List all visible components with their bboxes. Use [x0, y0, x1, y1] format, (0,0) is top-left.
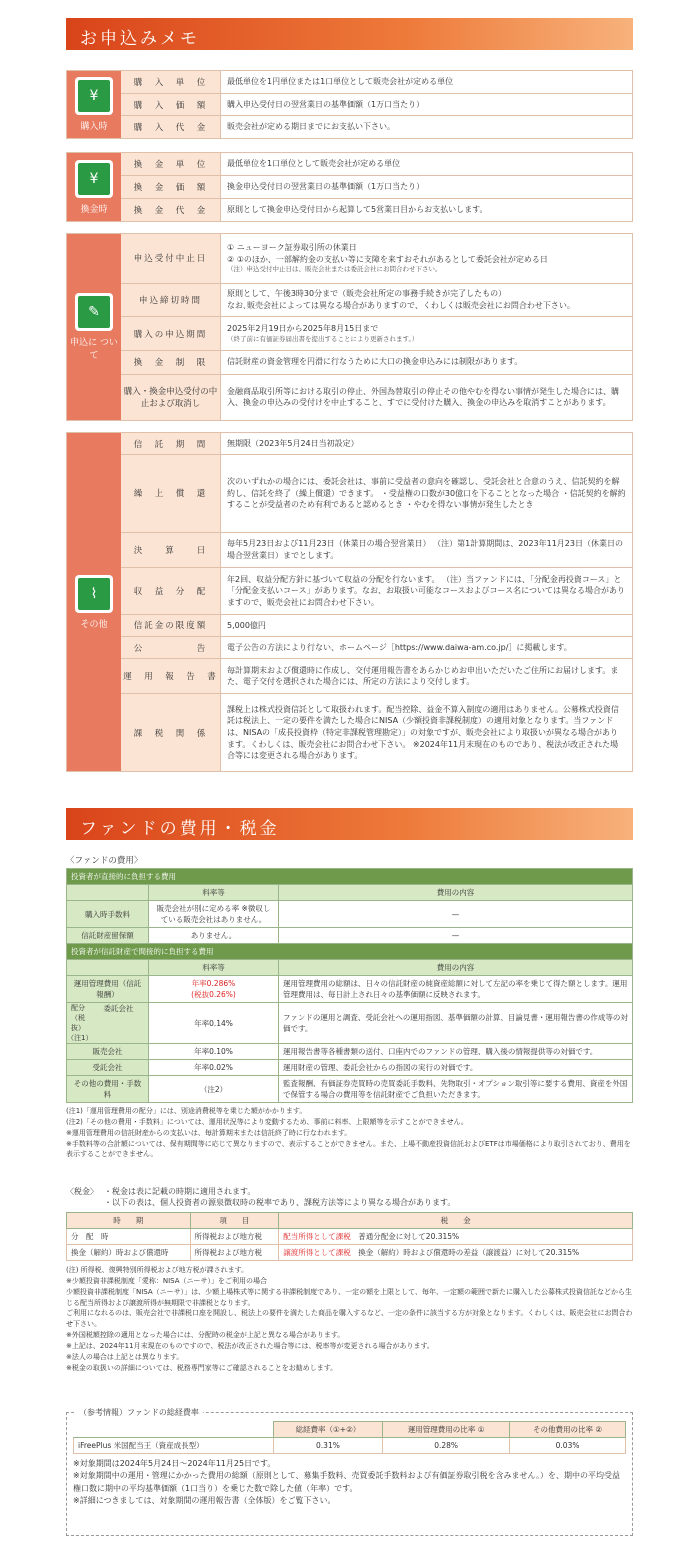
- row-value: 金融商品取引所等における取引の停止、外国為替取引の停止その他やむを得ない事情が発生した場合には、購入、換金の申込みの受付けを中止すること、すでに受付けた購入、換金の申込みを取消すことがあります。: [221, 375, 632, 421]
- alloc-party: 販売会社: [67, 1044, 149, 1060]
- row-key: 購 入 価 額: [121, 94, 221, 116]
- section-title-application: お申込みメモ: [66, 18, 633, 50]
- row-key: 購 入 単 位: [121, 71, 221, 93]
- buy-fee-content: —: [279, 901, 633, 928]
- purchase-label-cell: [67, 71, 121, 138]
- tax-note: ご利用になれるのは、販売会社で非課税口座を開設し、税法上の要件を満たした商品を購入するなど、一定の条件に該当する方が対象となります。くわしくは、販売会社にお問合わせ下さい。: [66, 1309, 633, 1329]
- other-fee-label: その他の費用・手数料: [67, 1076, 149, 1103]
- tax-note: ※法人の場合は上記とは異なります。: [66, 1352, 184, 1361]
- tax-note: (注) 所得税、復興特別所得税および地方税が課されます。: [66, 1266, 249, 1274]
- tax-col: 時 期: [67, 1213, 191, 1229]
- tax-heading: 〈税金〉: [66, 1187, 98, 1196]
- conversion-label-cell: [67, 153, 121, 221]
- conversion-section: [66, 152, 633, 222]
- section-title-fees: ファンドの費用・税金: [66, 808, 633, 840]
- ratio-note: ※対象期間中の運用・管理にかかった費用の総額（原則として、募集手数料、売買委託手数料および有価証券取引税を含みません。）を、期中の平均受益権口数に期中の平均基準価額（1口当り）を乗じた数で除した値（年率）です。: [73, 1471, 621, 1493]
- direct-cost-header: 投資者が直接的に負担する費用: [67, 869, 633, 885]
- mgmt-fee-label: 運用管理費用（信託報酬）: [67, 976, 149, 1003]
- other-fee-content: 監査報酬、有価証券売買時の売買委託手数料、先物取引・オプション取引等に要する費用、資産を外国で保管する場合の費用等を信託財産でご負担いただきます。: [279, 1076, 633, 1103]
- row-key: 収 益 分 配: [121, 568, 221, 614]
- application-label: 申込に ついて: [70, 338, 118, 361]
- buy-fee-rate: 販売会社が別に定める率 ※徴収している販売会社はありません。: [149, 901, 279, 928]
- row-value: 2025年2月19日から2025年8月15日まで: [227, 323, 379, 333]
- row-value: 電子公告の方法により行ない、ホームページ［https://www.daiwa-am.co.jp/］に掲載します。: [221, 637, 632, 658]
- row-key: 決 算 日: [121, 533, 221, 567]
- fee-note: (注2)「その他の費用・手数料」については、運用状況等により変動するため、事前に料率、上限額等を示すことができません。: [66, 1117, 468, 1126]
- row-value: 最低単位を1円単位または1口単位として販売会社が定める単位: [221, 71, 632, 93]
- col-rate: 料率等: [149, 885, 279, 901]
- col-content: 費用の内容: [279, 960, 633, 976]
- row-value: 換金申込受付日の翌営業日の基準価額（1万口当たり）: [221, 176, 632, 198]
- mgmt-fee-rate-ex-tax: (税抜0.26%): [191, 990, 236, 999]
- tax-col: 項 目: [190, 1213, 279, 1229]
- row-key: 信託金の限度額: [121, 615, 221, 636]
- row-value: 毎年5月23日および11月23日（休業日の場合翌営業日） （注）第1計算期間は、2023年11月23日（休業日の場合翌営業日）までとします。: [221, 533, 632, 567]
- tax-note: ※上記は、2024年11月末現在のものですので、税法が改正された場合等には、税率等が変更される場合があります。: [66, 1341, 434, 1350]
- other-label-cell: [67, 433, 121, 771]
- tax-time: 分 配 時: [67, 1229, 191, 1245]
- alloc-content: ファンドの運用と調査、受託会社への運用指図、基準価額の計算、目論見書・運用報告書の作成等の対価です。: [279, 1003, 633, 1044]
- row-value: 課税上は株式投資信託として取扱われます。配当控除、益金不算入制度の適用はありません。公募株式投資信託は税法上、一定の要件を満たした場合にNISA（少額投資非課税制度）の適用対象となります。当ファンドは、NISAの「成長投資枠（特定非課税管理勘定）」の対象ですが、販売会社により取扱いが異なる場合があります。くわしくは、販売会社にお問合わせ下さい。 ※2024年11月末現在のものであり、税法が改正された場合等には変更される場合があります。: [221, 694, 632, 771]
- col-rate: 料率等: [149, 960, 279, 976]
- fund-name: iFreePlus 米国配当王（資産成長型）: [74, 1438, 274, 1454]
- row-key: 購入・換金申込受付の中止および取消し: [121, 375, 221, 421]
- fee-note: (注1)「運用管理費用の配分」には、別途消費税等を乗じた額がかかります。: [66, 1107, 307, 1115]
- buy-fee-label: 購入時手数料: [67, 901, 149, 928]
- conversion-label: 換金時: [80, 204, 108, 215]
- expense-ratio-title: （参考情報）ファンドの総経費率: [75, 1407, 203, 1418]
- paperclip-icon: ⌇: [75, 575, 113, 613]
- row-key: 申込締切時間: [121, 284, 221, 317]
- other-label: その他: [80, 619, 108, 630]
- tax-item: 所得税および地方税: [190, 1245, 279, 1261]
- row-value: 信託財産の資金管理を円滑に行なうために大口の換金申込みには制限があります。: [221, 351, 632, 374]
- row-key: 公 告: [121, 637, 221, 658]
- reserve-label: 信託財産留保額: [67, 928, 149, 944]
- row-value: 年2回、収益分配方針に基づいて収益の分配を行ないます。 （注）当ファンドには、「分配金再投資コース」と「分配金支払いコース」があります。なお、お取扱い可能なコースおよびコース名については異なる場合がありますので、販売会社にお問合わせ下さい。: [221, 568, 632, 614]
- expense-ratio-table: [73, 1421, 626, 1454]
- indirect-cost-header: 投資者が信託財産で間接的に負担する費用: [67, 944, 633, 960]
- row-key: 購 入 代 金: [121, 116, 221, 138]
- row-key: 購入の申込期間: [121, 317, 221, 350]
- row-value: ② ①のほか、一部解約金の支払い等に支障を来すおそれがあるとして委託会社が定める日: [227, 254, 548, 264]
- tax-type: 配当所得として課税: [283, 1232, 351, 1241]
- ratio-col: その他費用の比率 ②: [510, 1422, 626, 1438]
- row-value: 無期限（2023年5月24日当初設定）: [221, 433, 632, 454]
- row-key: 課 税 関 係: [121, 694, 221, 771]
- alloc-rate: 年率0.14%: [149, 1003, 279, 1044]
- tax-type: 譲渡所得として課税: [283, 1248, 351, 1257]
- ratio-value: 0.28%: [383, 1438, 510, 1454]
- tax-col: 税 金: [279, 1213, 633, 1229]
- ratio-note: ※対象期間は2024年5月24日～2024年11月25日です。: [73, 1459, 276, 1468]
- row-key: 換 金 単 位: [121, 153, 221, 175]
- tax-item: 所得税および地方税: [190, 1229, 279, 1245]
- purchase-section: [66, 70, 633, 139]
- tax-note: 少額投資非課税制度「NISA（ニーサ）」は、少額上場株式等に関する非課税制度であり、一定の額を上限として、毎年、一定額の範囲で新たに購入した公募株式投資信託などから生じる配当所得および譲渡所得が無期限で非課税となります。: [66, 1287, 633, 1307]
- row-key: 繰 上 償 還: [121, 455, 221, 532]
- col-content: 費用の内容: [279, 885, 633, 901]
- alloc-rate: 年率0.02%: [149, 1060, 279, 1076]
- application-label-cell: [67, 234, 121, 420]
- fee-note: ※手数料等の合計額については、保有期間等に応じて異なりますので、表示することができません。また、上場不動産投資信託およびETFは市場価格により取引されており、費用を表示することができません。: [66, 1139, 631, 1159]
- row-note: （終了前に有価証券届出書を提出することにより更新されます。）: [227, 334, 419, 343]
- row-value: 原則として、午後3時30分まで（販売会社所定の事務手続きが完了したもの）: [227, 289, 507, 299]
- row-key: 申込受付中止日: [121, 234, 221, 283]
- fee-note: ※運用管理費用の信託財産からの支払いは、毎計算期末または信託終了時に行なわれます。: [66, 1128, 352, 1137]
- row-key: 信 託 期 間: [121, 433, 221, 454]
- ratio-col: 総経費率（①+②）: [273, 1422, 382, 1438]
- expense-ratio-box: [66, 1408, 633, 1536]
- fee-heading: 〈ファンドの費用〉: [66, 856, 143, 866]
- tax-table: [66, 1212, 633, 1261]
- tax-block: [66, 1186, 633, 1373]
- purchase-label: 購入時: [80, 122, 108, 132]
- tax-bullet: ・税金は表に記載の時期に適用されます。: [104, 1187, 256, 1196]
- row-value: 原則として換金申込受付日から起算して5営業日目からお支払いします。: [221, 199, 632, 221]
- tax-bullet: ・以下の表は、個人投資者の源泉徴収時の税率であり、課税方法等により異なる場合があります。: [104, 1198, 456, 1207]
- pen-icon: ✎: [75, 293, 113, 331]
- ratio-col: 運用管理費用の比率 ①: [383, 1422, 510, 1438]
- row-value: ① ニューヨーク証券取引所の休業日: [227, 243, 357, 253]
- mgmt-fee-rate: 年率0.286%: [191, 979, 236, 988]
- row-value: 次のいずれかの場合には、委託会社は、事前に受益者の意向を確認し、受託会社と合意のうえ、信託契約を解約し、信託を終了（繰上償還）できます。 ・受益権の口数が30億口を下ることとなった場合 ・信託契約を解約することが受益者のため有利であると認めるとき ・やむを得ない事情が発生したとき: [221, 455, 632, 532]
- ratio-value: 0.31%: [273, 1438, 382, 1454]
- purchase-icon: ¥: [75, 77, 113, 115]
- row-key: 換 金 価 額: [121, 176, 221, 198]
- row-note: （注）申込受付中止日は、販売会社または委託会社にお問合わせ下さい。: [227, 265, 442, 274]
- alloc-rate: 年率0.10%: [149, 1044, 279, 1060]
- tax-note: ※税金の取扱いの詳細については、税務専門家等にご確認されることをお勧めします。: [66, 1363, 338, 1372]
- row-value: 毎計算期末および償還時に作成し、交付運用報告書をあらかじめお申出いただいたご住所にお届けします。また、電子交付を選択された場合には、所定の方法により交付します。: [221, 659, 632, 693]
- fee-block: [66, 854, 633, 1160]
- other-fee-rate: （注2）: [149, 1076, 279, 1103]
- allocation-label: 配分（税抜）（注1）: [67, 1004, 93, 1042]
- row-key: 換 金 制 限: [121, 351, 221, 374]
- row-value: 購入申込受付日の翌営業日の基準価額（1万口当たり）: [221, 94, 632, 116]
- tax-note: ※少額投資非課税制度「愛称：NISA（ニーサ）」をご利用の場合: [66, 1276, 268, 1285]
- row-value: 最低単位を1口単位として販売会社が定める単位: [221, 153, 632, 175]
- tax-rate: 換金（解約）時および償還時の差益（譲渡益）に対して20.315%: [358, 1248, 580, 1257]
- alloc-party: 受託会社: [67, 1060, 149, 1076]
- tax-time: 換金（解約）時および償還時: [67, 1245, 191, 1261]
- row-value: 販売会社が定める期日までにお支払い下さい。: [221, 116, 632, 138]
- ratio-note: ※詳細につきましては、対象期間の運用報告書（全体版）をご覧下さい。: [73, 1496, 336, 1506]
- application-section: [66, 233, 633, 421]
- alloc-content: 運用報告書等各種書類の送付、口座内でのファンドの管理、購入後の情報提供等の対価です。: [279, 1044, 633, 1060]
- other-section: [66, 432, 633, 772]
- row-value: 5,000億円: [221, 615, 632, 636]
- reserve-rate: ありません。: [149, 928, 279, 944]
- fee-table: [66, 868, 633, 1103]
- mgmt-fee-content: 運用管理費用の総額は、日々の信託財産の純資産総額に対して左記の率を乗じて得た額とします。運用管理費用は、毎日計上され日々の基準価額に反映されます。: [279, 976, 633, 1003]
- tax-note: ※外国税額控除の適用となった場合には、分配時の税金が上記と異なる場合があります。: [66, 1331, 345, 1340]
- row-value: なお､販売会社によっては異なる場合がありますので、くわしくは販売会社にお問合わせ下さい。: [227, 301, 575, 310]
- alloc-content: 運用財産の管理、委託会社からの指図の実行の対価です。: [279, 1060, 633, 1076]
- reserve-content: —: [279, 928, 633, 944]
- tax-rate: 普通分配金に対して20.315%: [358, 1232, 460, 1241]
- row-key: 運 用 報 告 書: [121, 659, 221, 693]
- row-key: 換 金 代 金: [121, 199, 221, 221]
- conversion-icon: ¥: [75, 160, 113, 198]
- ratio-value: 0.03%: [510, 1438, 626, 1454]
- alloc-party: 委託会社: [103, 1004, 134, 1013]
